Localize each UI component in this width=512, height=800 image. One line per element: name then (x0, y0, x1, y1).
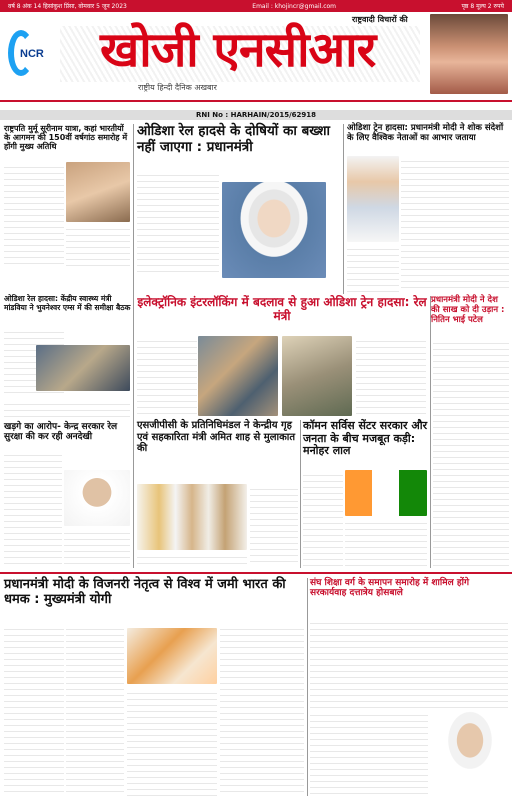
rni-number: RNI No : HARHAIN/2015/62918 (0, 110, 512, 120)
bottom-divider (0, 572, 512, 574)
top-info-bar (0, 0, 512, 12)
article-7-body-2 (64, 528, 130, 566)
article-2-body (137, 170, 219, 274)
minister-meeting-photo (36, 345, 130, 391)
article-7-headline: खड़गे का आरोप- केन्द्र सरकार रेल सुरक्षा की कर रही अनदेखी (4, 422, 118, 443)
article-8 (137, 420, 297, 480)
issue-info: वर्ष 8 अंक 14 हिसांकुश प्रिंसा, वोमवार 5 जून 2023 (8, 3, 127, 10)
article-2-headline: ओडिशा रेल हादसे के दोषियों का बख्शा नहीं जाएगा : प्रधानमंत्री (137, 123, 331, 155)
article-10 (4, 578, 304, 620)
article-10-headline: प्रधानमंत्री मोदी के विजनरी नेतृत्व से विश्व में जमी भारत की धमक : मुख्यमंत्री योगी (4, 577, 286, 607)
newspaper-title: खोजी एनसीआर (100, 22, 376, 78)
article-4-body-2 (4, 399, 130, 421)
article-4 (4, 295, 132, 325)
column-divider-5 (307, 578, 308, 796)
article-7-body (4, 450, 62, 566)
tagline: राष्ट्रवादी विचारों की (352, 15, 408, 24)
article-8-caption (137, 552, 247, 566)
hosabale-photo (432, 710, 508, 790)
article-9-body-2 (345, 518, 427, 566)
article-10-body-4 (220, 624, 304, 796)
prime-minister-photo (222, 182, 326, 278)
article-6-body (433, 338, 509, 566)
railway-minister-photo (282, 336, 352, 416)
article-10-body-3 (127, 688, 217, 796)
article-5-body (137, 336, 197, 416)
kharge-photo (64, 470, 130, 526)
column-divider-3 (430, 296, 431, 568)
logo-text: NCR (20, 48, 44, 60)
article-5 (137, 296, 427, 332)
article-9-headline: कॉमन सर्विस सेंटर सरकार और जनता के बीच मजबूत कड़ी: मनोहर लाल (303, 419, 428, 458)
article-11 (310, 578, 508, 614)
rail-accident-photo (198, 336, 278, 416)
column-divider-4 (300, 420, 301, 568)
article-6-headline: प्रधानमंत्री मोदी ने देश की साख को दी उड़ान : नितिन भाई पटेल (431, 295, 505, 325)
modi-photo (347, 156, 399, 242)
article-10-body-2 (66, 624, 124, 796)
yogi-event-photo (127, 628, 217, 684)
article-3-headline: ओडिशा ट्रेन हादसा: प्रधानमंत्री मोदी ने शोक संदेशों के लिए वैश्विक नेताओं का आभार जताया (347, 123, 504, 143)
page-info: पृष्ठ 8 मूल्य 2 रुपये (461, 3, 504, 10)
article-9-body (303, 470, 343, 566)
article-5-headline: इलेक्ट्रॉनिक इंटरलॉकिंग में बदलाव से हुआ ओडिशा ट्रेन हादसा: रेल मंत्री (137, 295, 427, 323)
sgpc-meeting-photo (137, 484, 247, 550)
article-9 (303, 420, 429, 460)
article-3-body-2 (347, 244, 399, 292)
column-divider (133, 124, 134, 568)
article-1-headline: राष्ट्रपति मुर्मू सूरीनाम यात्रा, कहां भारतीयों के आगमन की 150वीं वर्षगांठ समारोह में होंगी मुख्य अतिथि (4, 124, 128, 152)
csc-event-photo (345, 470, 427, 516)
article-11-body-2 (310, 710, 428, 796)
email-info: Email : khojincr@gmail.com (252, 2, 337, 10)
masthead-divider (0, 100, 512, 102)
subtitle: राष्ट्रीय हिन्दी दैनिक अखबार (138, 83, 217, 92)
article-1-body-2 (66, 224, 130, 267)
article-8-body (250, 484, 298, 566)
article-1-body (4, 162, 64, 267)
column-divider-2 (343, 124, 344, 294)
article-3-body (401, 156, 509, 292)
article-6 (431, 296, 509, 334)
president-photo (66, 162, 130, 222)
article-2 (137, 124, 337, 166)
article-10-body (4, 624, 64, 796)
article-8-headline: एसजीपीसी के प्रतिनिधिमंडल ने केन्द्रीय गृह एवं सहकारिता मंत्री अमित शाह से मुलाकात की (137, 420, 296, 454)
article-11-headline: संघ शिक्षा वर्ग के समापन समारोह में शामिल होंगे सरकार्यवाह दत्तात्रेय होसबाले (310, 578, 470, 599)
article-1 (4, 124, 132, 160)
article-11-body (310, 618, 508, 708)
model-photo (430, 14, 508, 94)
article-7 (4, 422, 132, 448)
article-5-body-2 (356, 336, 426, 416)
article-4-headline: ओडिशा रेल हादसा: केंद्रीय स्वास्थ्य मंत्री मांडविया ने भुवनेश्वर एम्स में की समीक्षा बैठक (4, 294, 131, 312)
